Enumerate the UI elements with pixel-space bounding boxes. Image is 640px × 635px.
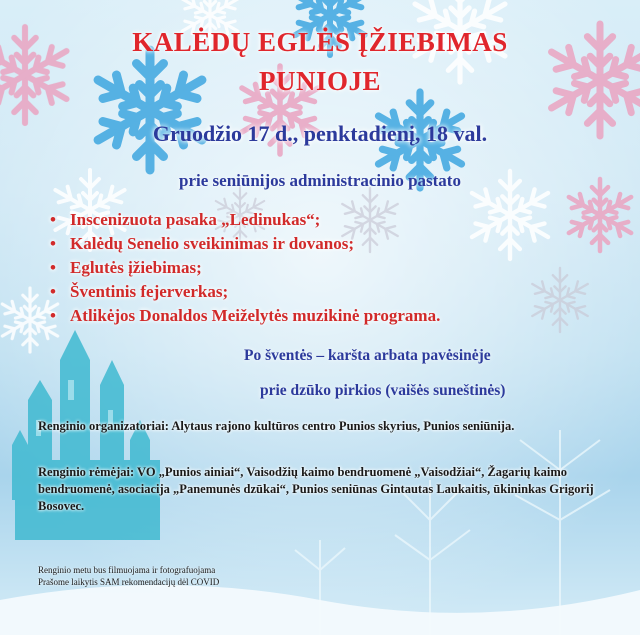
covid-notice: Prašome laikytis SAM rekomendacijų dėl COVID [38,577,220,587]
program-item-text: Eglutės įžiebimas; [70,258,202,277]
bullet-icon: • [50,210,56,229]
after-event-line-2: prie dzūko pirkios (vaišės suneštinės) [260,382,506,399]
bullet-icon: • [50,306,56,325]
filming-notice: Renginio metu bus filmuojama ir fotografuojama [38,565,216,575]
event-date: Gruodžio 17 d., penktadienį, 18 val. [152,121,488,146]
program-item [50,280,440,304]
program-list [50,208,440,328]
program-item [50,208,440,232]
program-item [50,304,440,328]
after-event-line-1: Po šventės – karšta arbata pavėsinėje [244,347,491,364]
sponsors-text: Renginio rėmėjai: VO „Punios ainiai“, Vaisodžių kaimo bendruomenė „Vaisodžiai“, Žagarių kaimo bendruomenė, asociacija „Panemunės dzūkai“, Punios seniūnas Gintautas Laukaitis, ūkininkas Grigorij Bosovec. [38,465,594,513]
bullet-icon: • [50,258,56,277]
program-item-text: Kalėdų Senelio sveikinimas ir dovanos; [70,234,355,253]
event-place: prie seniūnijos administracinio pastato [179,171,461,190]
poster-title-line-1: KALĖDŲ EGLĖS ĮŽIEBIMAS [132,27,508,57]
program-item [50,232,440,256]
program-item-text: Šventinis fejerverkas; [70,282,229,301]
program-item [50,256,440,280]
program-item-text: Atlikėjos Donaldos Meiželytės muzikinė programa. [70,306,441,325]
program-item-text: Inscenizuota pasaka „Ledinukas“; [70,210,321,229]
poster-title-line-2: PUNIOJE [258,66,381,96]
bullet-icon: • [50,282,56,301]
organizers-text: Renginio organizatoriai: Alytaus rajono kultūros centro Punios skyrius, Punios seniūnija. [38,419,515,433]
bullet-icon: • [50,234,56,253]
